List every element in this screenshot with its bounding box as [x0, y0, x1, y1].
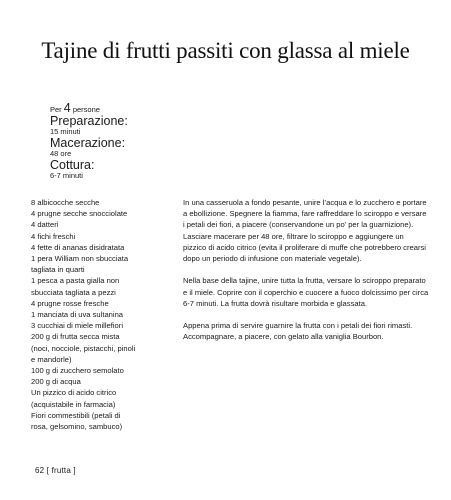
method-paragraph: In una casseruola a fondo pesante, unire l’acqua e lo zucchero e portare a ebollizione. Spegnere la fiamma, fare raffreddare lo sciroppo e versare i petali dei fiori, a piacere (conservandone un po’ per la guarnizione). Lasciare macerare per 48 ore, filtrare lo sciroppo e aggiungere un pizzico di acido citrico (evita il proliferare di muffe che potrebbero crearsi dopo un periodo di infusione con materiale vegetale).	[183, 198, 427, 264]
page-footer: 62 [ frutta ]	[35, 466, 76, 475]
ingredient-line: 4 fichi freschi	[31, 231, 76, 241]
ingredient-line: sbucciata tagliata a pezzi	[31, 287, 116, 297]
ingredient-line: (noci, nocciole, pistacchi, pinoli	[31, 343, 136, 353]
ingredient-line: 4 fette di ananas disidratata	[31, 242, 125, 252]
ingredient-line: 1 pera William non sbucciata	[31, 254, 129, 264]
ingredient-line: rosa, gelsomino, sambuco)	[31, 422, 123, 432]
ingredient-line: 1 manciata di uva sultanina	[31, 310, 124, 320]
method-text	[183, 197, 429, 354]
ingredient-line: 4 prugne rosse fresche	[31, 298, 109, 308]
ingredient-line: 200 g di frutta secca mista	[31, 332, 120, 342]
ingredient-line: 3 cucchiai di miele millefiori	[31, 321, 124, 331]
macer-label: Macerazione:	[50, 136, 126, 150]
ingredient-line: (acquistabile in farmacia)	[31, 399, 116, 409]
recipe-meta	[50, 103, 128, 181]
ingredients-list	[31, 197, 161, 432]
ingredient-line: Fiori commestibili (petali di	[31, 410, 121, 420]
recipe-title: Tajine di frutti passiti con glassa al miele	[41, 38, 410, 63]
macer-value: 48 ore	[50, 149, 72, 158]
ingredient-line: tagliata in quarti	[31, 265, 85, 275]
ingredient-line: 200 g di acqua	[31, 377, 81, 387]
ingredient-line: 100 g di zucchero semolato	[31, 366, 124, 376]
ingredient-line: Un pizzico di acido citrico	[31, 388, 117, 398]
cook-value: 6-7 minuti	[50, 171, 83, 180]
servings-suffix: persone	[72, 105, 100, 114]
ingredient-line: 8 albicocche secche	[31, 198, 100, 207]
ingredient-line: 1 pesca a pasta gialla non	[31, 276, 120, 286]
ingredient-line: e mandorle)	[31, 354, 72, 364]
cook-label: Cottura:	[50, 158, 95, 172]
ingredient-line: 4 datteri	[31, 220, 59, 230]
ingredient-line: 4 prugne secche snocciolate	[31, 209, 128, 219]
servings-prefix: Per	[50, 105, 62, 114]
method-paragraph: Nella base della tajine, unire tutta la frutta, versare lo sciroppo preparato e il miele. Coprire con il coperchio e cuocere a fuoco dolcissimo per circa 6-7 minuti. La frutta dovrà risultare morbida e glassata.	[183, 276, 429, 308]
servings-number: 4	[63, 101, 71, 115]
prep-value: 15 minuti	[50, 127, 81, 136]
method-paragraph: Appena prima di servire guarnire la frutta con i petali dei fiori rimasti. Accompagnare, a piacere, con gelato alla vaniglia Bourbon.	[183, 321, 413, 342]
prep-label: Preparazione:	[50, 114, 128, 128]
